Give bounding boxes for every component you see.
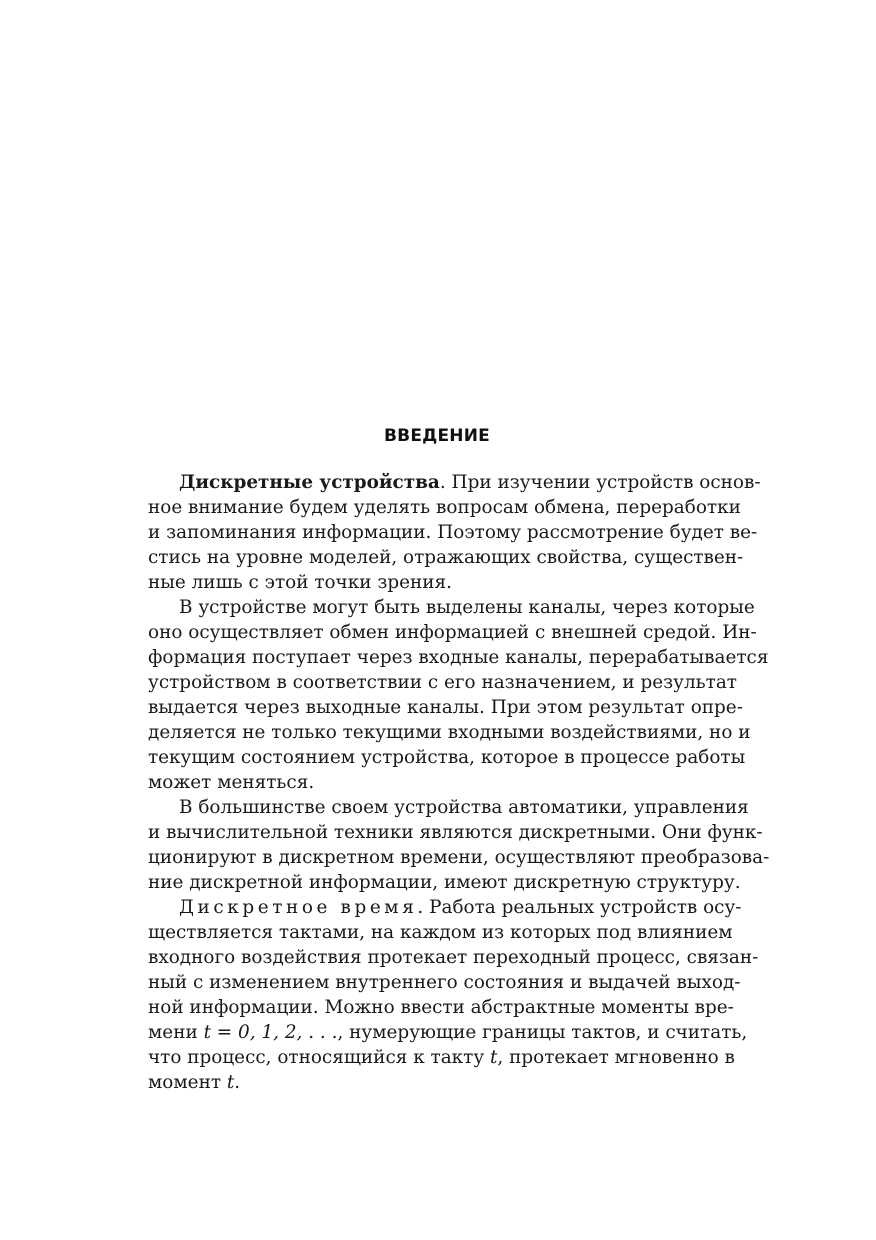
chapter-heading: ВВЕДЕНИЕ <box>384 426 490 446</box>
paragraph-1 <box>148 470 761 595</box>
text-line: выдается через выходные каналы. При этом результат опре- <box>148 697 743 718</box>
text-line: текущим состоянием устройства, которое в процессе работы <box>148 747 746 768</box>
text-line: ществляется тактами, на каждом из которых под влиянием <box>148 922 733 943</box>
text-line: ционируют в дискретном времени, осуществляют преобразова- <box>148 847 770 868</box>
paragraph-2 <box>148 595 769 795</box>
text-line: оно осуществляет обмен информацией с внешней средой. Ин- <box>148 622 757 643</box>
text-line: и вычислительной техники являются дискретными. Они функ- <box>148 822 763 843</box>
text-line: ной информации. Можно ввести абстрактные моменты вре- <box>148 997 734 1018</box>
text-line: ный с изменением внутреннего состояния и выдачей выход- <box>148 972 741 993</box>
text-line: ние дискретной информации, имеют дискретную структуру. <box>148 872 741 893</box>
text-line: мени t = 0, 1, 2, . . ., нумерующие границы тактов, и считать, <box>148 1022 748 1043</box>
text-line: Дискретные устройства. При изучении устройств основ- <box>179 472 761 493</box>
text-line: В большинстве своем устройства автоматики, управления <box>179 797 749 818</box>
text-line: устройством в соответствии с его назначением, и результат <box>148 672 737 693</box>
page-body <box>148 470 770 1095</box>
run-in-heading: Дискретные устройства <box>179 472 440 493</box>
text-line: может меняться. <box>148 772 315 793</box>
text-line: ные лишь с этой точки зрения. <box>148 572 452 593</box>
text-line: Дискретное время. Работа реальных устройств осу- <box>179 897 742 918</box>
paragraph-4 <box>148 895 759 1095</box>
text-line: что процесс, относящийся к такту t, протекает мгновенно в <box>148 1047 735 1068</box>
text-line: ное внимание будем уделять вопросам обмена, переработки <box>148 497 741 518</box>
math-expression: t = 0, 1, 2, . . . <box>203 1022 338 1043</box>
text-line: и запоминания информации. Поэтому рассмотрение будет ве- <box>148 522 758 543</box>
text-line: В устройстве могут быть выделены каналы, через которые <box>179 597 755 618</box>
paragraph-3 <box>148 795 770 895</box>
text-line: стись на уровне моделей, отражающих свойства, существен- <box>148 547 744 568</box>
text-line: деляется не только текущими входными воздействиями, но и <box>148 722 751 743</box>
text-line: момент t. <box>148 1072 241 1093</box>
text-line: формация поступает через входные каналы, перерабатывается <box>148 647 769 668</box>
run-in-heading: Дискретное время <box>179 897 418 918</box>
math-variable: t <box>490 1047 498 1068</box>
text-line: входного воздействия протекает переходный процесс, связан- <box>148 947 759 968</box>
math-variable: t <box>226 1072 235 1093</box>
